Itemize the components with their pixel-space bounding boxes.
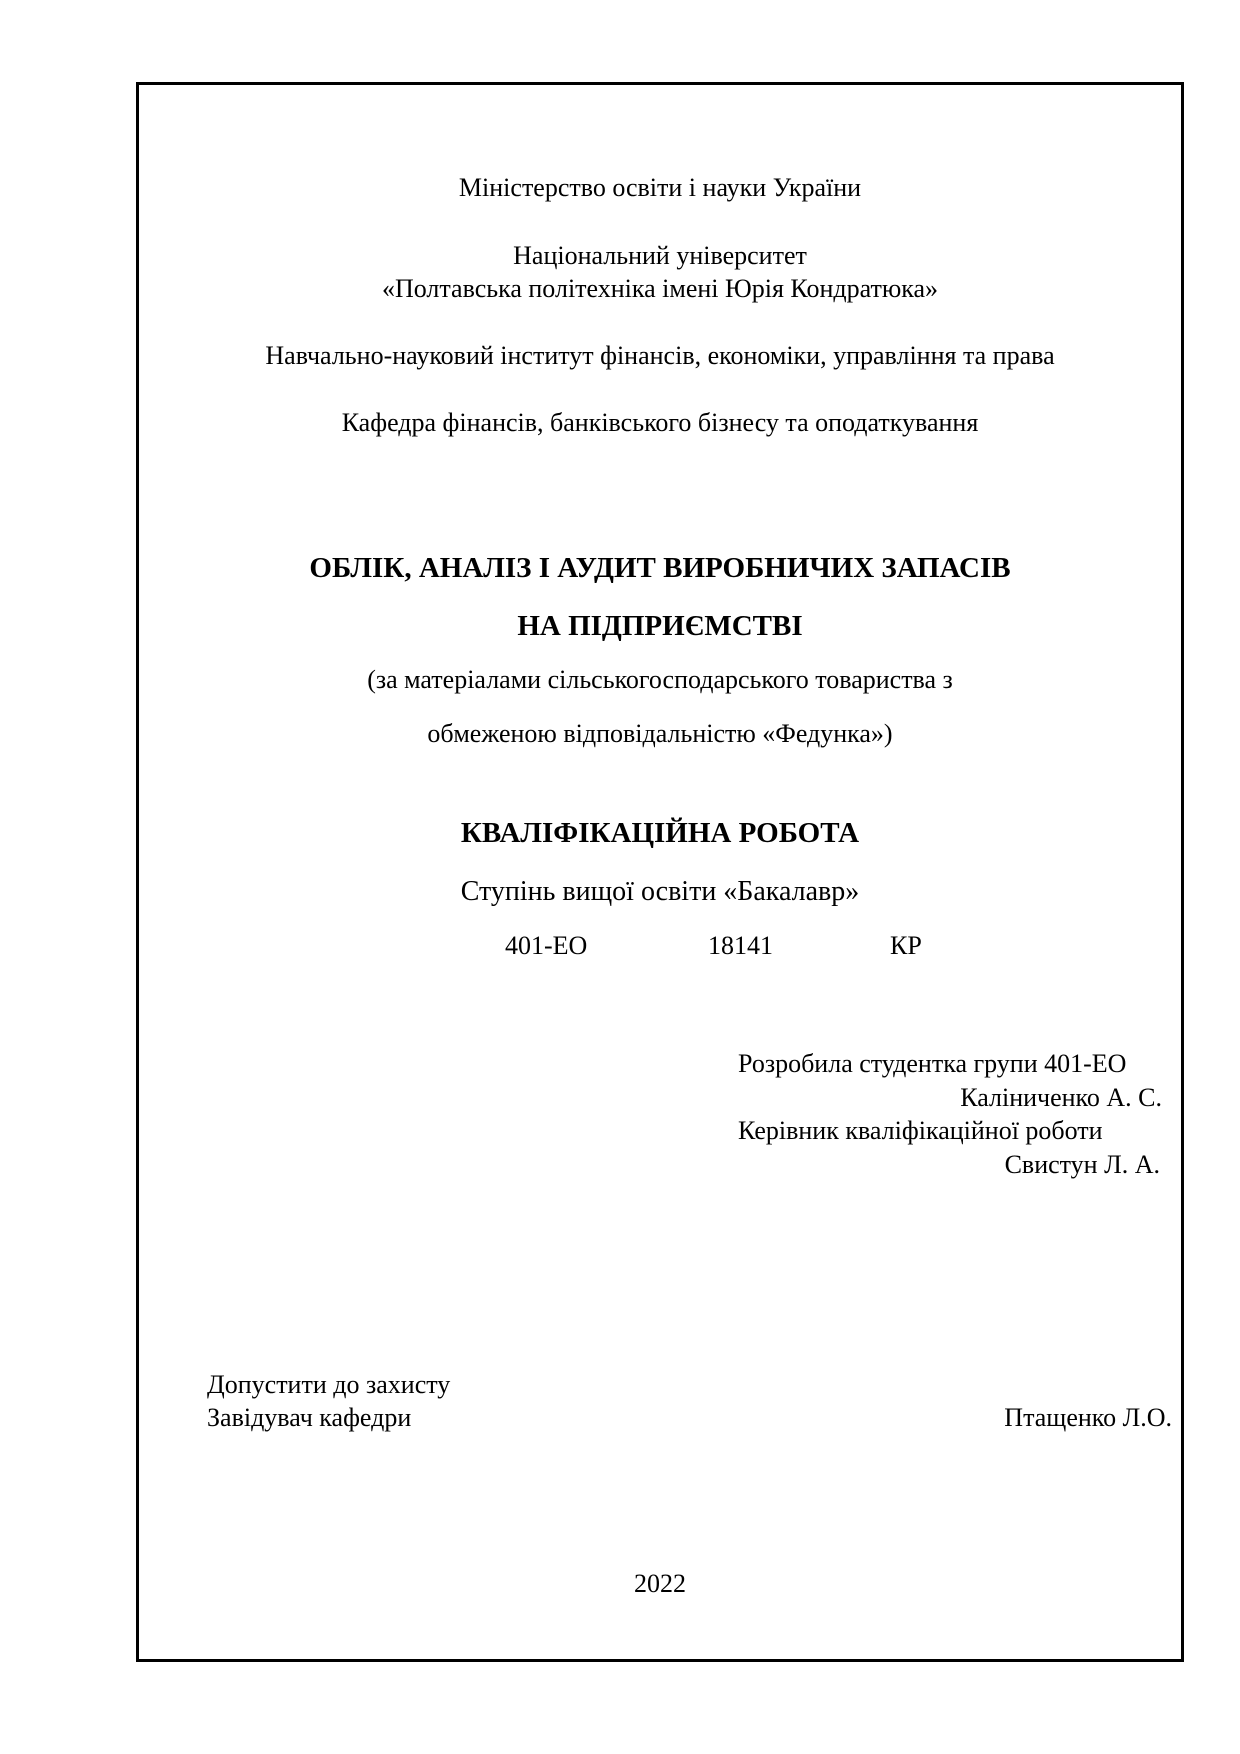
head-label: Завідувач кафедри	[207, 1403, 412, 1432]
subtitle-line2: обмеженою відповідальністю «Федунка»)	[427, 719, 893, 748]
university-line1: Національний університет	[513, 241, 807, 270]
ministry: Міністерство освіти і науки України	[458, 173, 862, 202]
work-type: КВАЛІФІКАЦІЙНА РОБОТА	[460, 817, 860, 849]
developed-by: Розробила студентка групи 401-ЕО	[738, 1049, 1127, 1078]
title-line2: НА ПІДПРИЄМСТВІ	[517, 610, 803, 642]
institute: Навчально-науковий інститут фінансів, економіки, управління та права	[265, 341, 1055, 370]
code-number: 18141	[708, 931, 773, 960]
head-name: Птащенко Л.О.	[1004, 1403, 1172, 1432]
degree: Ступінь вищої освіти «Бакалавр»	[460, 876, 860, 907]
student-name: Каліниченко А. С.	[960, 1083, 1162, 1112]
code-type: КР	[890, 931, 922, 960]
university-line2: «Полтавська політехніка імені Юрія Кондратюка»	[381, 274, 939, 303]
admit-label: Допустити до захисту	[207, 1370, 451, 1399]
subtitle-line1: (за матеріалами сільськогосподарського товариства з	[367, 665, 953, 694]
supervisor-label: Керівник кваліфікаційної роботи	[738, 1116, 1103, 1145]
title-line1: ОБЛІК, АНАЛІЗ І АУДИТ ВИРОБНИЧИХ ЗАПАСІВ	[309, 552, 1011, 584]
code-group: 401-ЕО	[505, 931, 588, 960]
supervisor-name: Свистун Л. А.	[1004, 1150, 1160, 1179]
year: 2022	[634, 1569, 686, 1598]
department: Кафедра фінансів, банківського бізнесу та оподаткування	[341, 408, 979, 437]
